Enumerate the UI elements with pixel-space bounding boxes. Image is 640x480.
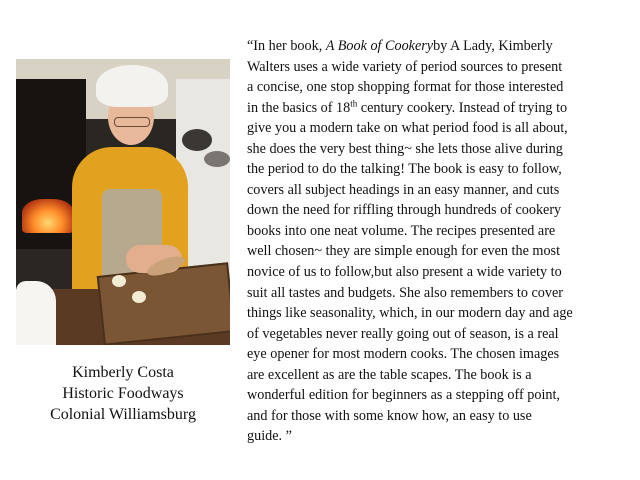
quote-line: wonderful edition for beginners as a stepping off point, xyxy=(247,387,560,404)
quote-line: down the need for riffling through hundreds of cookery xyxy=(247,202,562,219)
white-cloth xyxy=(16,281,56,345)
review-quote xyxy=(247,36,633,447)
quote-line xyxy=(247,36,633,57)
quote-line: Walters uses a wide variety of period sources to present xyxy=(247,58,563,75)
fire xyxy=(22,199,74,233)
mob-cap xyxy=(96,65,168,107)
photo-caption xyxy=(16,362,230,425)
book-title: A Book of Cookery xyxy=(325,38,434,54)
caption-title: Historic Foodways xyxy=(62,385,184,402)
quote-line: things like seasonality, which, in our modern day and age xyxy=(247,305,573,322)
quote-text: by A Lady, Kimberly xyxy=(433,38,553,54)
quote-line: covers all subject headings in an easy manner, and cuts xyxy=(247,181,560,198)
quote-line: of vegetables never really going out of season, is a real xyxy=(247,325,559,342)
quote-line: guide. ” xyxy=(247,428,292,445)
quote-line: give you a modern take on what period food is all about, xyxy=(247,120,568,137)
quote-line: novice of us to follow,but also present a wide variety to xyxy=(247,264,562,281)
quote-line: well chosen~ they are simple enough for even the most xyxy=(247,243,561,260)
onion xyxy=(112,275,126,287)
quote-line: she does the very best thing~ she lets those alive during xyxy=(247,140,563,157)
onion xyxy=(132,291,146,303)
quote-line: books into one neat volume. The recipes presented are xyxy=(247,222,556,239)
quote-text: century cookery. Instead of trying to xyxy=(357,99,568,116)
caption-place: Colonial Williamsburg xyxy=(50,406,196,423)
cook-photo xyxy=(16,59,230,345)
quote-line: are excellent as are the table scapes. The book is a xyxy=(247,366,532,383)
quote-line: eye opener for most modern cooks. The chosen images xyxy=(247,346,560,363)
quote-line: a concise, one stop shopping format for those interested xyxy=(247,79,564,96)
quote-text: in the basics of 18 xyxy=(247,99,351,116)
quote-line xyxy=(247,98,633,119)
quote-line: the period to do the talking! The book is easy to follow, xyxy=(247,161,562,178)
quote-line: suit all tastes and budgets. She also remembers to cover xyxy=(247,284,563,301)
cooking-pan xyxy=(204,151,230,167)
ordinal-suffix: th xyxy=(350,97,358,108)
glasses xyxy=(114,117,150,127)
quote-line: and for those with some know how, an easy to use xyxy=(247,407,532,424)
quote-text: “In her book, xyxy=(247,38,326,54)
cooking-pot xyxy=(182,129,212,151)
caption-name: Kimberly Costa xyxy=(72,364,174,381)
